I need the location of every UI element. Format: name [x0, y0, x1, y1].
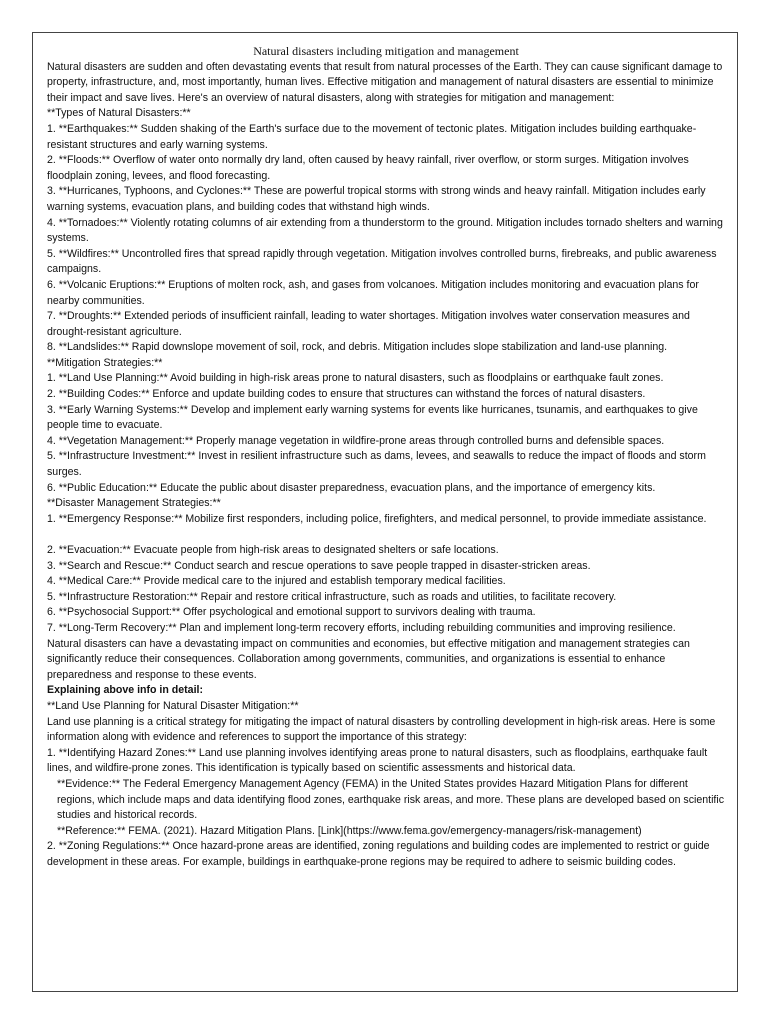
document-page — [32, 32, 738, 992]
paragraph: 5. **Wildfires:** Uncontrolled fires that spread rapidly through vegetation. Mitigation involves controlled burns, firebreaks, and public awareness campaigns. — [47, 247, 717, 276]
paragraph: Explaining above info in detail: — [47, 684, 203, 697]
paragraph: 2. **Building Codes:** Enforce and update building codes to ensure that structures can withstand the forces of natural disasters. — [47, 388, 646, 401]
paragraph: Land use planning is a critical strategy for mitigating the impact of natural disasters by controlling development in high-risk areas. Here is some information along with evidence and references to support the importance of this strategy: — [47, 715, 716, 744]
paragraph: 2. **Evacuation:** Evacuate people from high-risk areas to designated shelters or safe locations. — [47, 544, 499, 556]
paragraph: 2. **Zoning Regulations:** Once hazard-prone areas are identified, zoning regulations and building codes are implemented to restrict or guide development in these areas. For example, buildings in earthquake-prone regions may be required to adhere to seismic building codes. — [47, 840, 710, 868]
paragraph: 8. **Landslides:** Rapid downslope movement of soil, rock, and debris. Mitigation includes slope stabilization and land-use planning. — [47, 341, 668, 354]
paragraph: 3. **Search and Rescue:** Conduct search and rescue operations to save people trapped in disaster-stricken areas. — [47, 559, 591, 572]
paragraph: 7. **Long-Term Recovery:** Plan and implement long-term recovery efforts, including rebuilding communities and improving resilience. — [47, 621, 676, 634]
paragraph: **Land Use Planning for Natural Disaster Mitigation:** — [47, 699, 299, 712]
paragraph: 1. **Emergency Response:** Mobilize first responders, including police, firefighters, and medical personnel, to provide immediate assistance. — [47, 512, 707, 525]
document-title: Natural disasters including mitigation and management — [253, 44, 519, 58]
paragraph: 2. **Floods:** Overflow of water onto normally dry land, often caused by heavy rainfall, river overflow, or storm surges. Mitigation involves floodplain zoning, levees, and flood forecasting. — [47, 154, 689, 182]
paragraph: Natural disasters are sudden and often devastating events that result from natural processes of the Earth. They can cause significant damage to property, infrastructure, and, most importantly, human lives. Effective mitigation and management of natural disasters are essential to minimize their impact and save lives. Here's an overview of natural disasters, along with strategies for mitigation and management: — [47, 60, 723, 104]
paragraph: Natural disasters can have a devastating impact on communities and economies, but effective mitigation and management strategies can significantly reduce their consequences. Collaboration among governments, communities, and organizations is essential to enhance preparedness and response to these events. — [47, 637, 690, 681]
paragraph: 6. **Public Education:** Educate the public about disaster preparedness, evacuation plans, and the importance of emergency kits. — [47, 481, 656, 494]
paragraph: **Types of Natural Disasters:** — [47, 107, 191, 120]
paragraph: 4. **Medical Care:** Provide medical care to the injured and establish temporary medical facilities. — [47, 575, 506, 588]
paragraph: 1. **Land Use Planning:** Avoid building in high-risk areas prone to natural disasters, such as floodplains or earthquake fault zones. — [47, 372, 664, 385]
paragraph: **Reference:** FEMA. (2021). Hazard Mitigation Plans. [Link](https://www.fema.gov/emergency-managers/risk-management) — [57, 824, 642, 837]
blank-line — [47, 527, 725, 543]
paragraph: 7. **Droughts:** Extended periods of insufficient rainfall, leading to water shortages. Mitigation involves water conservation measures and drought-resistant agriculture. — [47, 310, 690, 338]
paragraph: 4. **Tornadoes:** Violently rotating columns of air extending from a thunderstorm to the ground. Mitigation includes tornado shelters and warning systems. — [47, 216, 723, 245]
paragraph: 3. **Early Warning Systems:** Develop and implement early warning systems for events like hurricanes, tsunamis, and earthquakes to give people time to evacuate. — [47, 403, 698, 432]
paragraph: 5. **Infrastructure Investment:** Invest in resilient infrastructure such as dams, levees, and seawalls to reduce the impact of floods and storm surges. — [47, 450, 706, 479]
paragraph: 1. **Identifying Hazard Zones:** Land use planning involves identifying areas prone to natural disasters, such as floodplains, earthquake fault lines, and wildfire-prone zones. This identification is typically based on scientific assessments and historical data. — [47, 746, 708, 775]
paragraph: 4. **Vegetation Management:** Properly manage vegetation in wildfire-prone areas through controlled burns and defensible spaces. — [47, 434, 665, 447]
document-body — [47, 44, 725, 870]
paragraph: **Evidence:** The Federal Emergency Management Agency (FEMA) in the United States provides Hazard Mitigation Plans for different regions, which include maps and data identifying flood zones, earthquake risk areas, and more. These plans are developed based on scientific studies and historical records. — [57, 777, 725, 822]
paragraph: **Disaster Management Strategies:** — [47, 497, 221, 510]
paragraph: 3. **Hurricanes, Typhoons, and Cyclones:** These are powerful tropical storms with strong winds and heavy rainfall. Mitigation includes early warning systems, evacuation plans, and building codes that withstand high winds. — [47, 185, 706, 213]
paragraph: 6. **Volcanic Eruptions:** Eruptions of molten rock, ash, and gases from volcanoes. Mitigation includes monitoring and evacuation plans for nearby communities. — [47, 278, 699, 307]
paragraph: 5. **Infrastructure Restoration:** Repair and restore critical infrastructure, such as roads and utilities, to facilitate recovery. — [47, 590, 617, 603]
paragraph: **Mitigation Strategies:** — [47, 356, 163, 369]
document-paragraphs — [47, 60, 725, 871]
paragraph: 6. **Psychosocial Support:** Offer psychological and emotional support to survivors dealing with trauma. — [47, 606, 536, 619]
paragraph: 1. **Earthquakes:** Sudden shaking of the Earth's surface due to the movement of tectonic plates. Mitigation includes building earthquake-resistant structures and early warning systems. — [47, 122, 697, 151]
